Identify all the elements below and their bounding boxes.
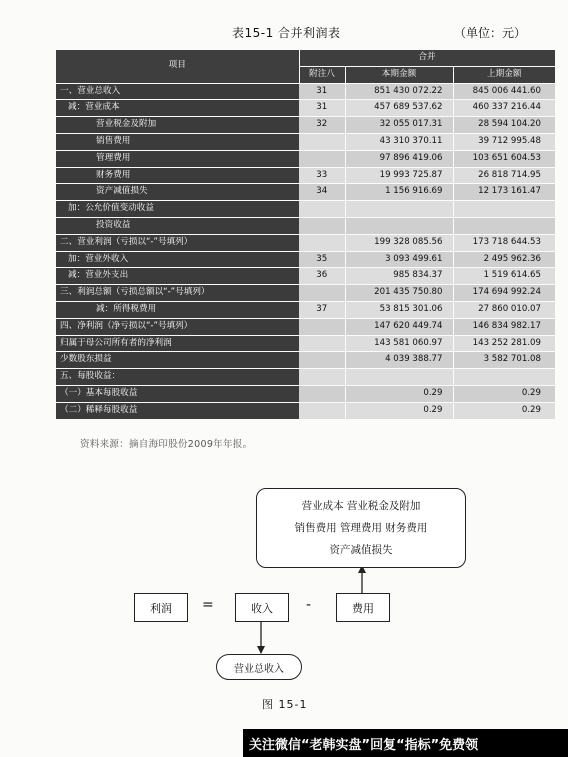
note-column-header: 附注八: [299, 66, 345, 83]
row-item-label: 加：营业外收入: [56, 251, 299, 268]
row-item-label: 投资收益: [56, 217, 299, 234]
row-previous-amount: 3 582 701.08: [453, 352, 555, 369]
row-previous-amount: 173 718 644.53: [453, 234, 555, 251]
profit-box: 利润: [134, 593, 188, 622]
item-column-header: 项目: [56, 50, 299, 83]
row-current-amount: 143 581 060.97: [345, 335, 453, 352]
row-current-amount: 457 689 537.62: [345, 100, 453, 117]
row-previous-amount: 143 252 281.09: [453, 335, 555, 352]
row-current-amount: 147 620 449.74: [345, 318, 453, 335]
row-note: 36: [299, 268, 345, 285]
row-note: 31: [299, 100, 345, 117]
row-previous-amount: 26 818 714.95: [453, 167, 555, 184]
row-current-amount: 201 435 750.80: [345, 285, 453, 302]
figure-caption: 图 15-1: [262, 698, 308, 711]
previous-column-header: 上期金额: [453, 66, 555, 83]
row-item-label: 销售费用: [56, 133, 299, 150]
expense-box: 费用: [336, 593, 390, 622]
cost-line-2: 销售费用 管理费用 财务费用: [294, 522, 428, 534]
row-current-amount: 4 039 388.77: [345, 352, 453, 369]
row-current-amount: 1 156 916.69: [345, 184, 453, 201]
row-previous-amount: 845 006 441.60: [453, 83, 555, 100]
minus-sign: -: [306, 597, 312, 613]
cost-line-1: 营业成本 营业税金及附加: [301, 500, 421, 512]
row-item-label: 减：所得税费用: [56, 301, 299, 318]
row-item-label: 加：公允价值变动收益: [56, 201, 299, 218]
row-previous-amount: 460 337 216.44: [453, 100, 555, 117]
row-item-label: 财务费用: [56, 167, 299, 184]
row-current-amount: 199 328 085.56: [345, 234, 453, 251]
equals-sign: =: [202, 597, 214, 613]
row-current-amount: 97 896 419.06: [345, 150, 453, 167]
consolidated-group-header: 合并: [299, 50, 555, 66]
row-item-label: 管理费用: [56, 150, 299, 167]
row-previous-amount: 2 495 962.36: [453, 251, 555, 268]
row-item-label: 三、利润总额（亏损总额以“-”号填列）: [56, 285, 299, 302]
row-current-amount: 19 993 725.87: [345, 167, 453, 184]
row-item-label: 减：营业外支出: [56, 268, 299, 285]
row-previous-amount: 27 860 010.07: [453, 301, 555, 318]
row-previous-amount: 103 651 604.53: [453, 150, 555, 167]
source-note: 资料来源：摘自海印股份2009年年报。: [80, 439, 253, 450]
row-current-amount: 32 055 017.31: [345, 117, 453, 134]
row-item-label: 资产减值损失: [56, 184, 299, 201]
row-note: 31: [299, 83, 345, 100]
income-box: 收入: [235, 593, 289, 622]
row-item-label: （二）稀释每股收益: [56, 402, 299, 419]
row-item-label: 营业税金及附加: [56, 117, 299, 134]
total-income-box: 营业总收入: [216, 654, 302, 680]
row-previous-amount: 174 694 992.24: [453, 285, 555, 302]
row-item-label: 一、营业总收入: [56, 83, 299, 100]
row-previous-amount: 39 712 995.48: [453, 133, 555, 150]
row-current-amount: 0.29: [345, 385, 453, 402]
row-note: 32: [299, 117, 345, 134]
row-current-amount: 851 430 072.22: [345, 83, 453, 100]
row-previous-amount: 28 594 104.20: [453, 117, 555, 134]
row-note: 35: [299, 251, 345, 268]
row-note: 33: [299, 167, 345, 184]
table-unit: （单位：元）: [454, 26, 527, 40]
row-item-label: （一）基本每股收益: [56, 385, 299, 402]
row-item-label: 减：营业成本: [56, 100, 299, 117]
cost-items-box: [256, 488, 466, 568]
table-title: 表15-1 合并利润表: [232, 26, 341, 40]
row-current-amount: 985 834.37: [345, 268, 453, 285]
watermark-banner: 关注微信“老韩实盘”回复“指标”免费领: [243, 729, 568, 757]
row-item-label: 二、营业利润（亏损以“-”号填列）: [56, 234, 299, 251]
row-item-label: 归属于母公司所有者的净利润: [56, 335, 299, 352]
row-item-label: 五、每股收益：: [56, 369, 299, 386]
row-previous-amount: 12 173 161.47: [453, 184, 555, 201]
row-current-amount: 43 310 370.11: [345, 133, 453, 150]
cost-line-3: 资产减值损失: [329, 544, 393, 556]
row-previous-amount: 1 519 614.65: [453, 268, 555, 285]
row-note: 34: [299, 184, 345, 201]
row-current-amount: 3 093 499.61: [345, 251, 453, 268]
row-previous-amount: 0.29: [453, 402, 555, 419]
row-note: 37: [299, 301, 345, 318]
row-previous-amount: 146 834 982.17: [453, 318, 555, 335]
row-item-label: 少数股东损益: [56, 352, 299, 369]
row-item-label: 四、净利润（净亏损以“-”号填列）: [56, 318, 299, 335]
current-column-header: 本期金额: [345, 66, 453, 83]
row-current-amount: 0.29: [345, 402, 453, 419]
row-current-amount: 53 815 301.06: [345, 301, 453, 318]
row-previous-amount: 0.29: [453, 385, 555, 402]
